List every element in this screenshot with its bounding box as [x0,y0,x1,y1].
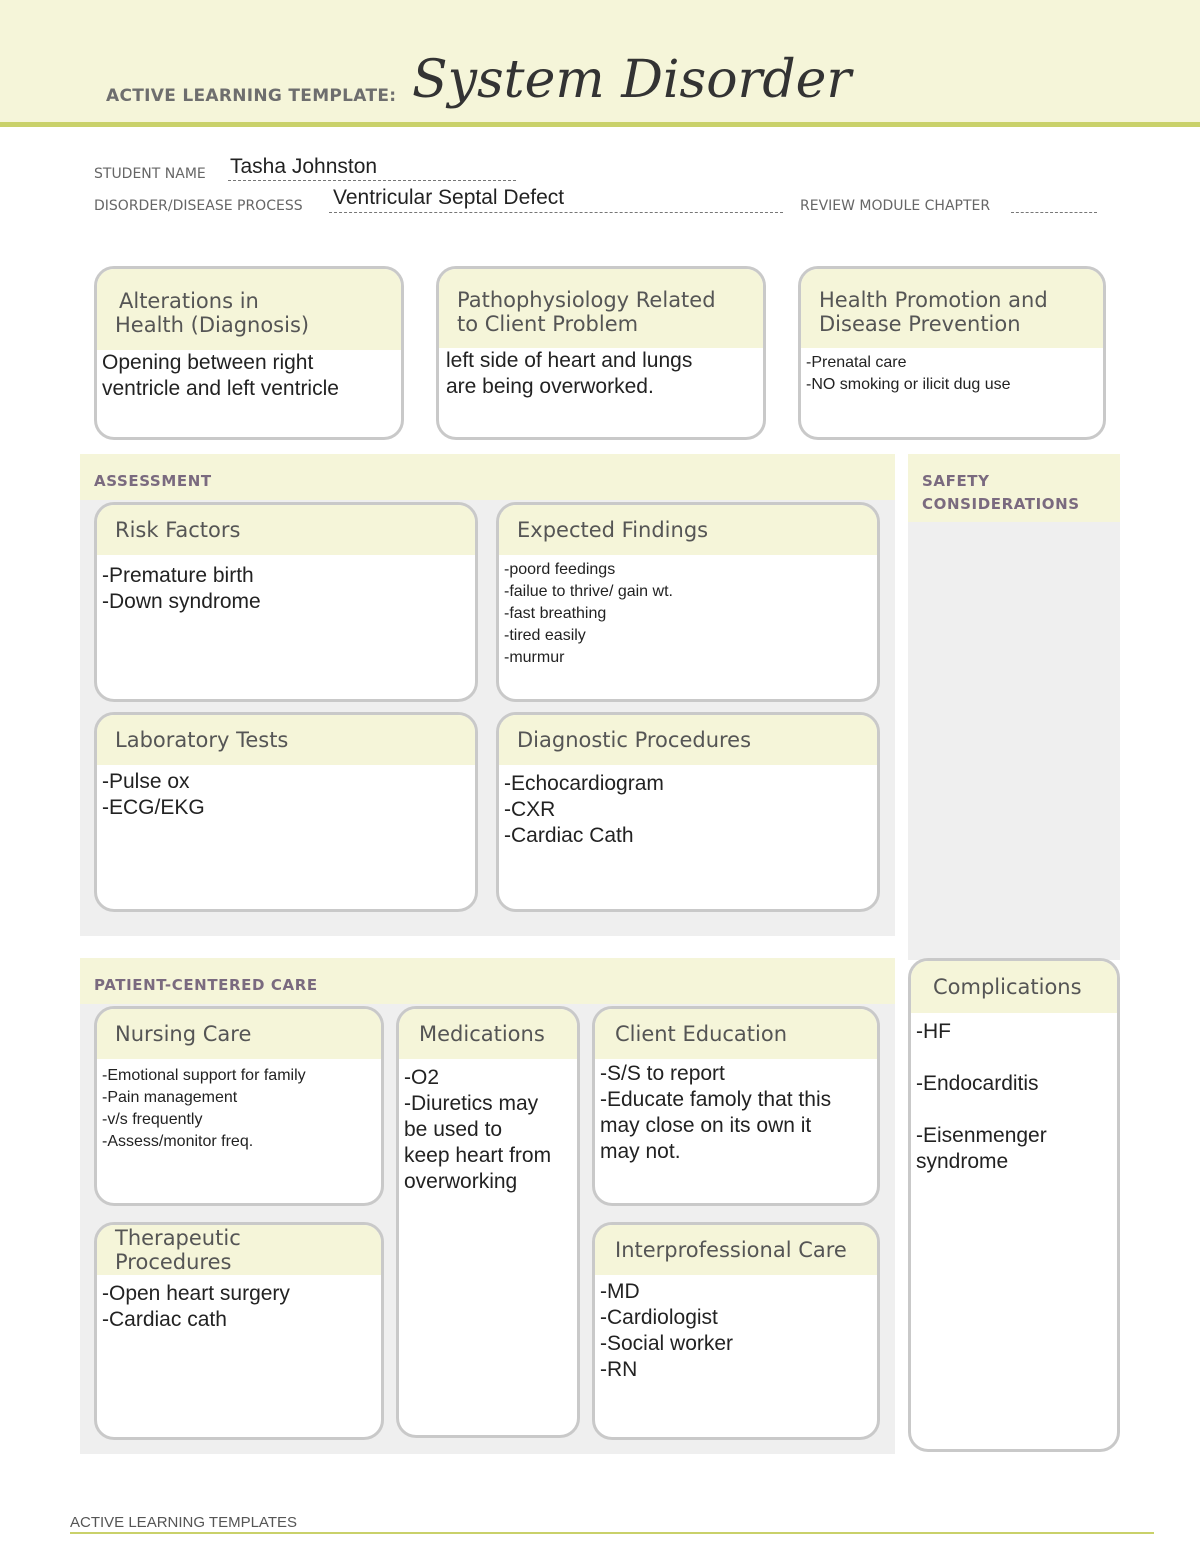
card-title-line: to Client Problem [457,311,639,336]
card-laboratory-tests [94,712,478,912]
patient-centered-care-title: PATIENT-CENTERED CARE [94,976,318,994]
risk-factors-body[interactable]: -Premature birth -Down syndrome [102,564,261,613]
card-header: Diagnostic Procedures [499,715,877,765]
review-chapter-field[interactable] [1011,212,1097,213]
card-header: Client Education [595,1009,877,1059]
pathophysiology-body[interactable]: left side of heart and lungs are being overworked. [446,349,693,398]
card-pathophysiology [436,266,766,440]
student-name-field[interactable]: Tasha Johnston [230,155,378,178]
card-title-line: Health Promotion and [819,287,1048,312]
card-title-line: Alterations in [119,288,259,313]
card-header [801,269,1103,348]
card-alterations-in-health [94,266,404,440]
card-header: Medications [399,1009,577,1059]
card-header: Interprofessional Care [595,1225,877,1275]
expected-findings-body[interactable]: -poord feedings -failue to thrive/ gain wt. -fast breathing -tired easily -murmur [504,561,673,666]
card-complications [908,958,1120,1452]
card-medications [396,1006,580,1438]
nursing-care-body[interactable]: -Emotional support for family -Pain management -v/s frequently -Assess/monitor freq. [102,1067,306,1150]
card-title-line: Pathophysiology Related [457,287,716,312]
header-divider [0,122,1200,127]
card-header: Nursing Care [97,1009,381,1059]
client-education-body[interactable]: -S/S to report -Educate famoly that this may close on its own it may not. [600,1062,832,1163]
laboratory-tests-body[interactable]: -Pulse ox -ECG/EKG [102,770,205,819]
complications-body[interactable]: -HF -Endocarditis -Eisenmenger syndrome [916,1020,1047,1173]
card-health-promotion [798,266,1106,440]
student-name-line [228,180,516,181]
interprofessional-care-body[interactable]: -MD -Cardiologist -Social worker -RN [600,1280,734,1381]
footer-divider [70,1532,1154,1534]
card-diagnostic-procedures [496,712,880,912]
card-nursing-care [94,1006,384,1206]
card-header: Risk Factors [97,505,475,555]
card-interprofessional-care [592,1222,880,1440]
disorder-line [329,212,783,213]
card-header: Therapeutic Procedures [97,1225,381,1275]
card-client-education [592,1006,880,1206]
card-risk-factors [94,502,478,702]
diagnostic-procedures-body[interactable]: -Echocardiogram -CXR -Cardiac Cath [504,772,664,847]
card-header [97,269,401,350]
therapeutic-procedures-body[interactable]: -Open heart surgery -Cardiac cath [102,1282,290,1331]
template-label: ACTIVE LEARNING TEMPLATE: [106,86,397,106]
review-chapter-label: REVIEW MODULE CHAPTER [800,198,991,214]
template-title: System Disorder [412,50,852,110]
card-therapeutic-procedures [94,1222,384,1440]
alterations-body[interactable]: Opening between right ventricle and left ventricle [102,351,339,400]
disorder-label: DISORDER/DISEASE PROCESS [94,198,303,214]
student-name-label: STUDENT NAME [94,166,206,182]
safety-title [922,470,1080,516]
medications-body[interactable]: -O2 -Diuretics may be used to keep heart from overworking [404,1066,552,1193]
card-header: Complications [911,961,1117,1013]
card-title-line: Disease Prevention [819,311,1021,336]
safety-considerations-panel [908,454,1120,960]
card-title-line: Health (Diagnosis) [115,312,310,337]
disorder-field[interactable]: Ventricular Septal Defect [333,186,565,209]
card-header [439,269,763,348]
safety-title-line: SAFETY [922,472,990,490]
safety-title-line: CONSIDERATIONS [922,495,1080,513]
footer-label: ACTIVE LEARNING TEMPLATES [70,1514,297,1531]
card-header: Laboratory Tests [97,715,475,765]
assessment-title: ASSESSMENT [94,472,212,490]
card-expected-findings [496,502,880,702]
card-header: Expected Findings [499,505,877,555]
health-promotion-body[interactable]: -Prenatal care -NO smoking or ilicit dug use [806,354,1011,393]
